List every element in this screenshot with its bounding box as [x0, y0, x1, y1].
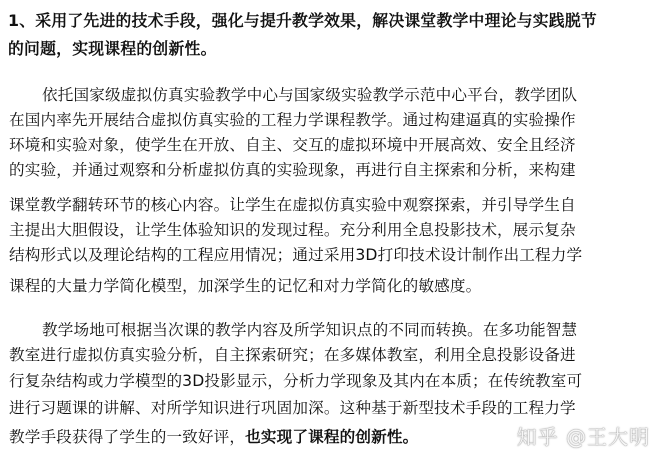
heading-line-2: 的问题，实现课程的创新性。: [8, 39, 217, 58]
paragraph-line: 在国内率先开展结合虚拟仿真实验的工程力学课程教学。通过构建逼真的实验操作: [9, 111, 576, 129]
watermark: 知乎 @王大明: [516, 425, 650, 449]
paragraph-line-bold: 也实现了课程的创新性。: [245, 428, 419, 446]
paragraph-line: 主提出大胆假设，让学生体验知识的发现过程。充分利用全息投影技术，展示复杂: [9, 221, 576, 239]
paragraph-line: 行复杂结构或力学模型的3D投影显示，分析力学现象及其内在本质；在传统教室可: [9, 372, 583, 390]
paragraph-last-line: [9, 427, 418, 447]
paragraph-line: 课堂教学翻转环节的核心内容。让学生在虚拟仿真实验中观察探索，并引导学生自: [9, 196, 576, 214]
paragraph-line: 课程的大量力学简化模型，加深学生的记忆和对力学简化的敏感度。: [9, 277, 482, 295]
paragraph-line: 结构形式以及理论结构的工程应用情况；通过采用3D打印技术设计制作出工程力学: [9, 246, 583, 264]
paragraph-line: 进行习题课的讲解、对所学知识进行巩固加深。这种基于新型技术手段的工程力学: [9, 399, 576, 417]
paragraph-line: 环境和实验对象，使学生在开放、自主、交互的虚拟环境中开展高效、安全且经济: [9, 136, 576, 154]
heading-line-1: 1、采用了先进的技术手段，强化与提升教学效果，解决课堂教学中理论与实践脱节: [8, 11, 597, 30]
paragraph-line: 依托国家级虚拟仿真实验教学中心与国家级实验教学示范中心平台，教学团队: [42, 86, 578, 104]
paragraph-line-regular: 教学手段获得了学生的一致好评，: [9, 428, 246, 446]
paragraph-line: 教学场地可根据当次课的教学内容及所学知识点的不同而转换。在多功能智慧: [42, 321, 578, 339]
paragraph-line: 的实验，并通过观察和分析虚拟仿真的实验现象，再进行自主探索和分析，来构建: [9, 161, 576, 179]
paragraph-line: 教室进行虚拟仿真实验分析，自主探索研究；在多媒体教室，利用全息投影设备进: [9, 346, 576, 364]
